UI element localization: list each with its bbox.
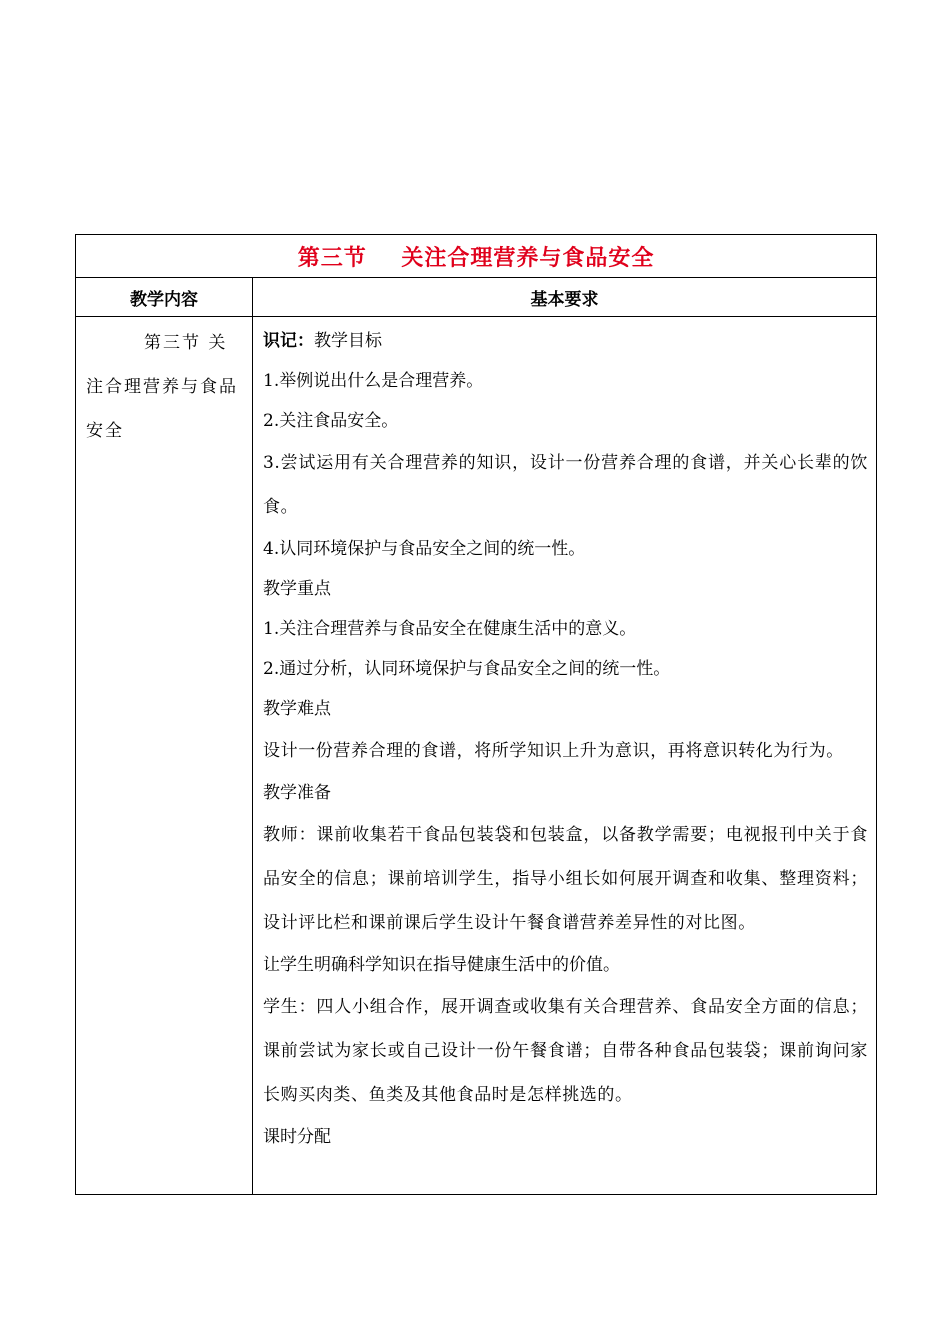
value-text: 让学生明确科学知识在指导健康生活中的价值。 xyxy=(263,955,620,975)
requirements-content xyxy=(253,317,876,1157)
title-row xyxy=(76,235,877,278)
teaching-content-cell xyxy=(76,317,253,1195)
requirements-cell xyxy=(253,317,877,1195)
recall-line xyxy=(263,321,868,361)
teacher-prep-text: 教师：课前收集若干食品包装袋和包装盒，以备教学需要；电视报刊中关于食品安全的信息；课前培训学生，指导小组长如何展开调查和收集、整理资料；设计评比栏和课前课后学生设计午餐食谱营养差异性的对比图。 xyxy=(263,825,869,933)
student-prep-text: 学生：四人小组合作，展开调查或收集有关合理营养、食品安全方面的信息；课前尝试为家长或自己设计一份午餐食谱；自带各种食品包装袋；课前询问家长购买肉类、鱼类及其他食品时是怎样挑选的。 xyxy=(263,997,869,1105)
section-title: 第三节 关注合理营养与食品安全 xyxy=(297,245,655,271)
goal-item-4: 4.认同环境保护与食品安全之间的统一性。 xyxy=(263,539,586,559)
header-teaching-content: 教学内容 xyxy=(76,278,253,317)
key-point-item-2: 2.通过分析，认同环境保护与食品安全之间的统一性。 xyxy=(263,659,671,679)
lesson-plan-table xyxy=(75,234,877,1195)
goal-item-2: 2.关注食品安全。 xyxy=(263,411,399,431)
time-allocation-heading: 课时分配 xyxy=(263,1127,331,1147)
key-point-item-1: 1.关注合理营养与食品安全在健康生活中的意义。 xyxy=(263,619,637,639)
goal-item-3: 3.尝试运用有关合理营养的知识，设计一份营养合理的食谱，并关心长辈的饮食。 xyxy=(263,453,869,517)
body-row xyxy=(76,317,877,1195)
teaching-goals-heading: 教学目标 xyxy=(314,331,382,351)
goal-item-1: 1.举例说出什么是合理营养。 xyxy=(263,371,484,391)
teaching-content-text: 第三节 关注合理营养与食品安全 xyxy=(86,333,238,441)
title-cell xyxy=(76,235,877,278)
prep-heading: 教学准备 xyxy=(263,783,331,803)
header-row xyxy=(76,278,877,317)
recall-label: 识记： xyxy=(263,331,314,351)
difficulty-text: 设计一份营养合理的食谱，将所学知识上升为意识，再将意识转化为行为。 xyxy=(263,741,844,761)
header-basic-requirements: 基本要求 xyxy=(253,278,877,317)
key-points-heading: 教学重点 xyxy=(263,579,331,599)
difficulty-heading: 教学难点 xyxy=(263,699,331,719)
